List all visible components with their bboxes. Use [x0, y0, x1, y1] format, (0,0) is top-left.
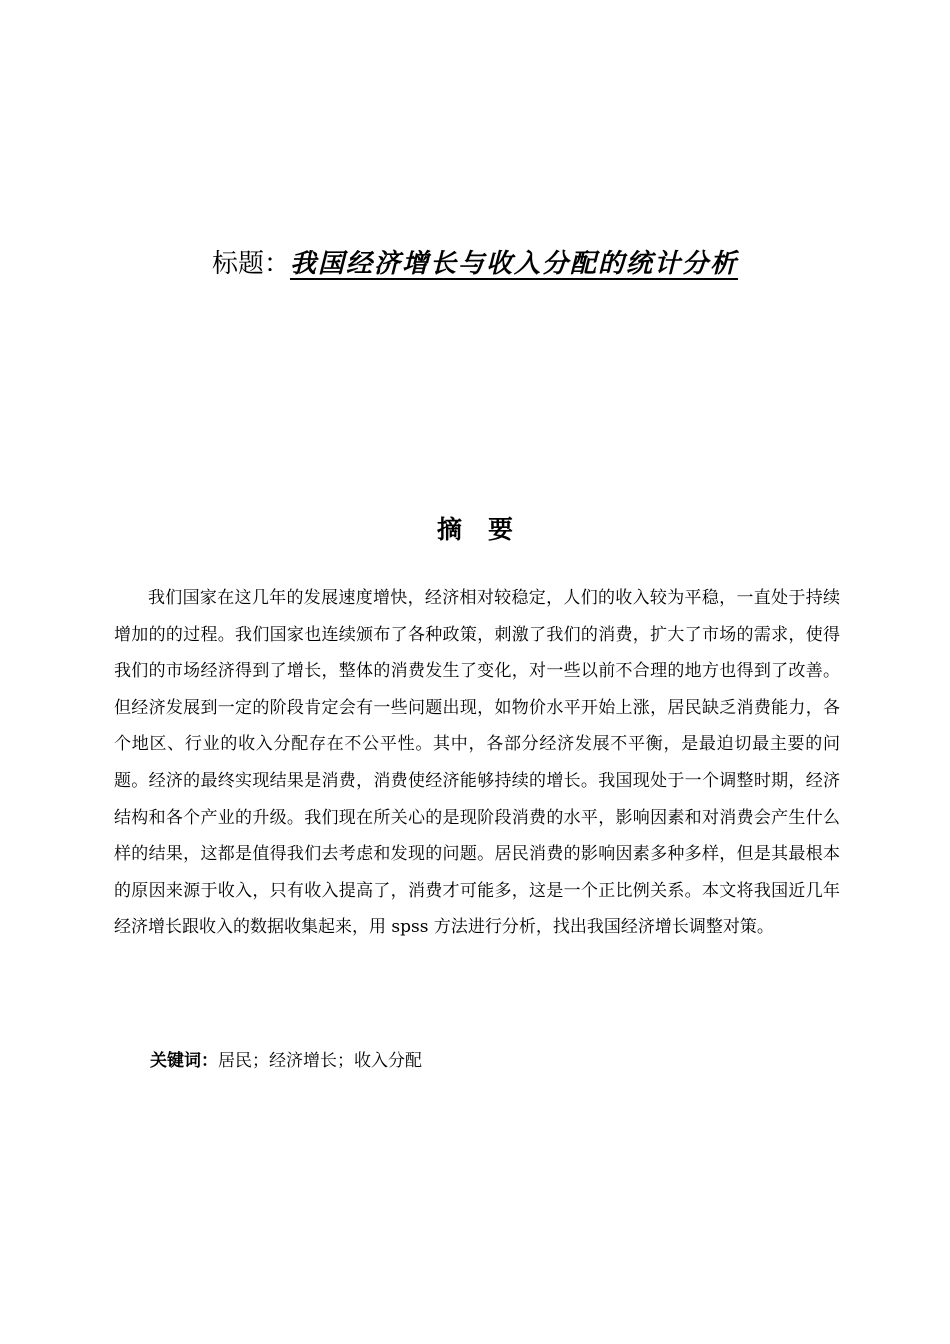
title-label: 标题：: [211, 249, 290, 279]
abstract-body: 我们国家在这几年的发展速度增快，经济相对较稳定，人们的收入较为平稳，一直处于持续增加的的过程。我们国家也连续颁布了各种政策，刺激了我们的消费，扩大了市场的需求，使得我们的市场经济得到了增长，整体的消费发生了变化，对一些以前不合理的地方也得到了改善。但经济发展到一定的阶段肯定会有一些问题出现，如物价水平开始上涨，居民缺乏消费能力，各个地区、行业的收入分配存在不公平性。其中，各部分经济发展不平衡，是最迫切最主要的问题。经济的最终实现结果是消费，消费使经济能够持续的增长。我国现处于一个调整时期，经济结构和各个产业的升级。我们现在所关心的是现阶段消费的水平，影响因素和对消费会产生什么样的结果，这都是值得我们去考虑和发现的问题。居民消费的影响因素多种多样，但是其最根本的原因来源于收入，只有收入提高了，消费才可能多，这是一个正比例关系。本文将我国近几年经济增长跟收入的数据收集起来，用 spss 方法进行分析，找出我国经济增长调整对策。: [114, 588, 840, 938]
keywords-line: [150, 1043, 422, 1079]
keywords-label: 关键词：: [150, 1051, 218, 1071]
document-title: [0, 244, 950, 284]
keywords-text: 居民；经济增长；收入分配: [218, 1051, 422, 1071]
title-text: 我国经济增长与收入分配的统计分析: [290, 249, 739, 279]
abstract-heading: 摘要: [436, 515, 539, 544]
